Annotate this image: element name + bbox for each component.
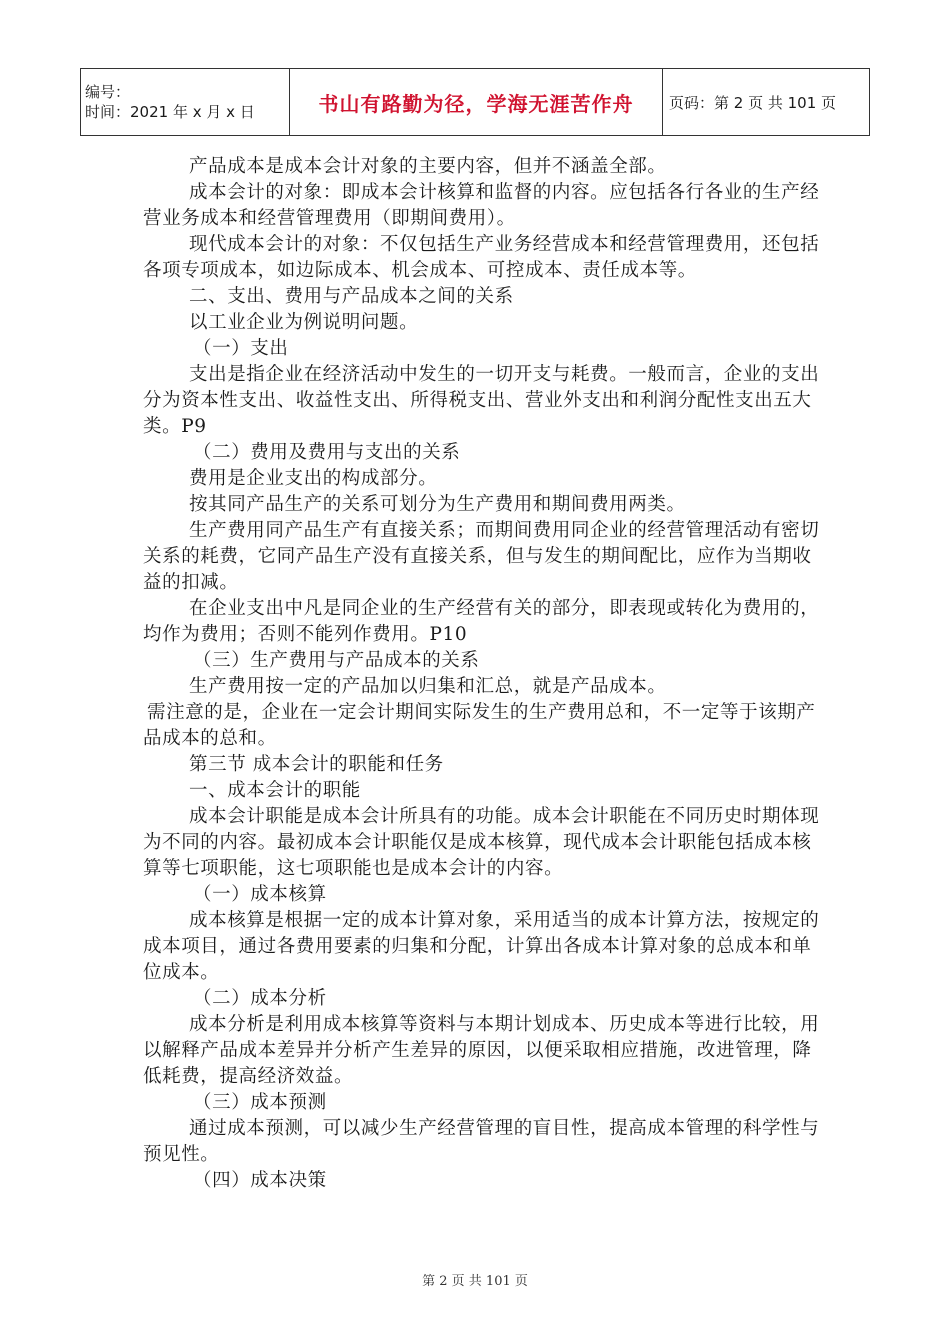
paragraph: 费用是企业支出的构成部分。 <box>189 468 438 489</box>
paragraph: 成本分析是利用成本核算等资料与本期计划成本、历史成本等进行比较，用以解释产品成本差异并分析产生差异的原因，以便采取相应措施，改进管理，降低耗费，提高经济效益。 <box>143 1014 820 1087</box>
paragraph: 成本会计职能是成本会计所具有的功能。成本会计职能在不同历史时期体现为不同的内容。最初成本会计职能仅是成本核算，现代成本会计职能包括成本核算等七项职能，这七项职能也是成本会计的内容。 <box>143 806 820 879</box>
header-page-info: 页码：第 2 页 共 101 页 <box>663 69 870 136</box>
paragraph: 在企业支出中凡是同企业的生产经营有关的部分，即表现或转化为费用的，均作为费用；否则不能列作费用。P10 <box>143 598 820 645</box>
paragraph: 生产费用按一定的产品加以归集和汇总，就是产品成本。 <box>189 676 667 697</box>
subsection-heading: （四）成本决策 <box>193 1170 327 1191</box>
paragraph: 现代成本会计的对象：不仅包括生产业务经营成本和经营管理费用，还包括各项专项成本，如边际成本、机会成本、可控成本、责任成本等。 <box>143 234 820 281</box>
page-header <box>80 68 870 136</box>
document-date-label: 时间：2021 年 x 月 x 日 <box>85 103 255 121</box>
paragraph: 以工业企业为例说明问题。 <box>189 312 419 333</box>
paragraph: 需注意的是，企业在一定会计期间实际发生的生产费用总和，不一定等于该期产品成本的总和。 <box>143 702 816 749</box>
subsection-heading: （一）支出 <box>193 338 289 359</box>
document-number-label: 编号： <box>85 83 131 101</box>
paragraph: 成本核算是根据一定的成本计算对象，采用适当的成本计算方法，按规定的成本项目，通过各费用要素的归集和分配，计算出各成本计算对象的总成本和单位成本。 <box>143 910 820 983</box>
paragraph: 成本会计的对象：即成本会计核算和监督的内容。应包括各行各业的生产经营业务成本和经营管理费用（即期间费用）。 <box>143 182 820 229</box>
paragraph: 按其同产品生产的关系可划分为生产费用和期间费用两类。 <box>189 494 686 515</box>
paragraph: 生产费用同产品生产有直接关系；而期间费用同企业的经营管理活动有密切关系的耗费，它同产品生产没有直接关系，但与发生的期间配比，应作为当期收益的扣减。 <box>143 520 820 593</box>
subsection-heading: （二）成本分析 <box>193 988 327 1009</box>
section-heading: 二、支出、费用与产品成本之间的关系 <box>189 286 514 307</box>
subsection-heading: （三）生产费用与产品成本的关系 <box>193 650 480 671</box>
page-footer: 第 2 页 共 101 页 <box>422 1274 528 1289</box>
subsection-heading: （一）成本核算 <box>193 884 327 905</box>
paragraph: 通过成本预测，可以减少生产经营管理的盲目性，提高成本管理的科学性与预见性。 <box>143 1118 820 1165</box>
header-meta-cell <box>81 69 290 136</box>
section-heading: 一、成本会计的职能 <box>189 780 361 801</box>
chapter-section-heading: 第三节 成本会计的职能和任务 <box>189 754 444 775</box>
paragraph: 支出是指企业在经济活动中发生的一切开支与耗费。一般而言，企业的支出分为资本性支出、收益性支出、所得税支出、营业外支出和利润分配性支出五大类。P9 <box>143 364 820 437</box>
document-body <box>143 154 823 1194</box>
subsection-heading: （三）成本预测 <box>193 1092 327 1113</box>
header-motto: 书山有路勤为径，学海无涯苦作舟 <box>290 69 663 136</box>
subsection-heading: （二）费用及费用与支出的关系 <box>193 442 461 463</box>
paragraph: 产品成本是成本会计对象的主要内容，但并不涵盖全部。 <box>189 156 667 177</box>
